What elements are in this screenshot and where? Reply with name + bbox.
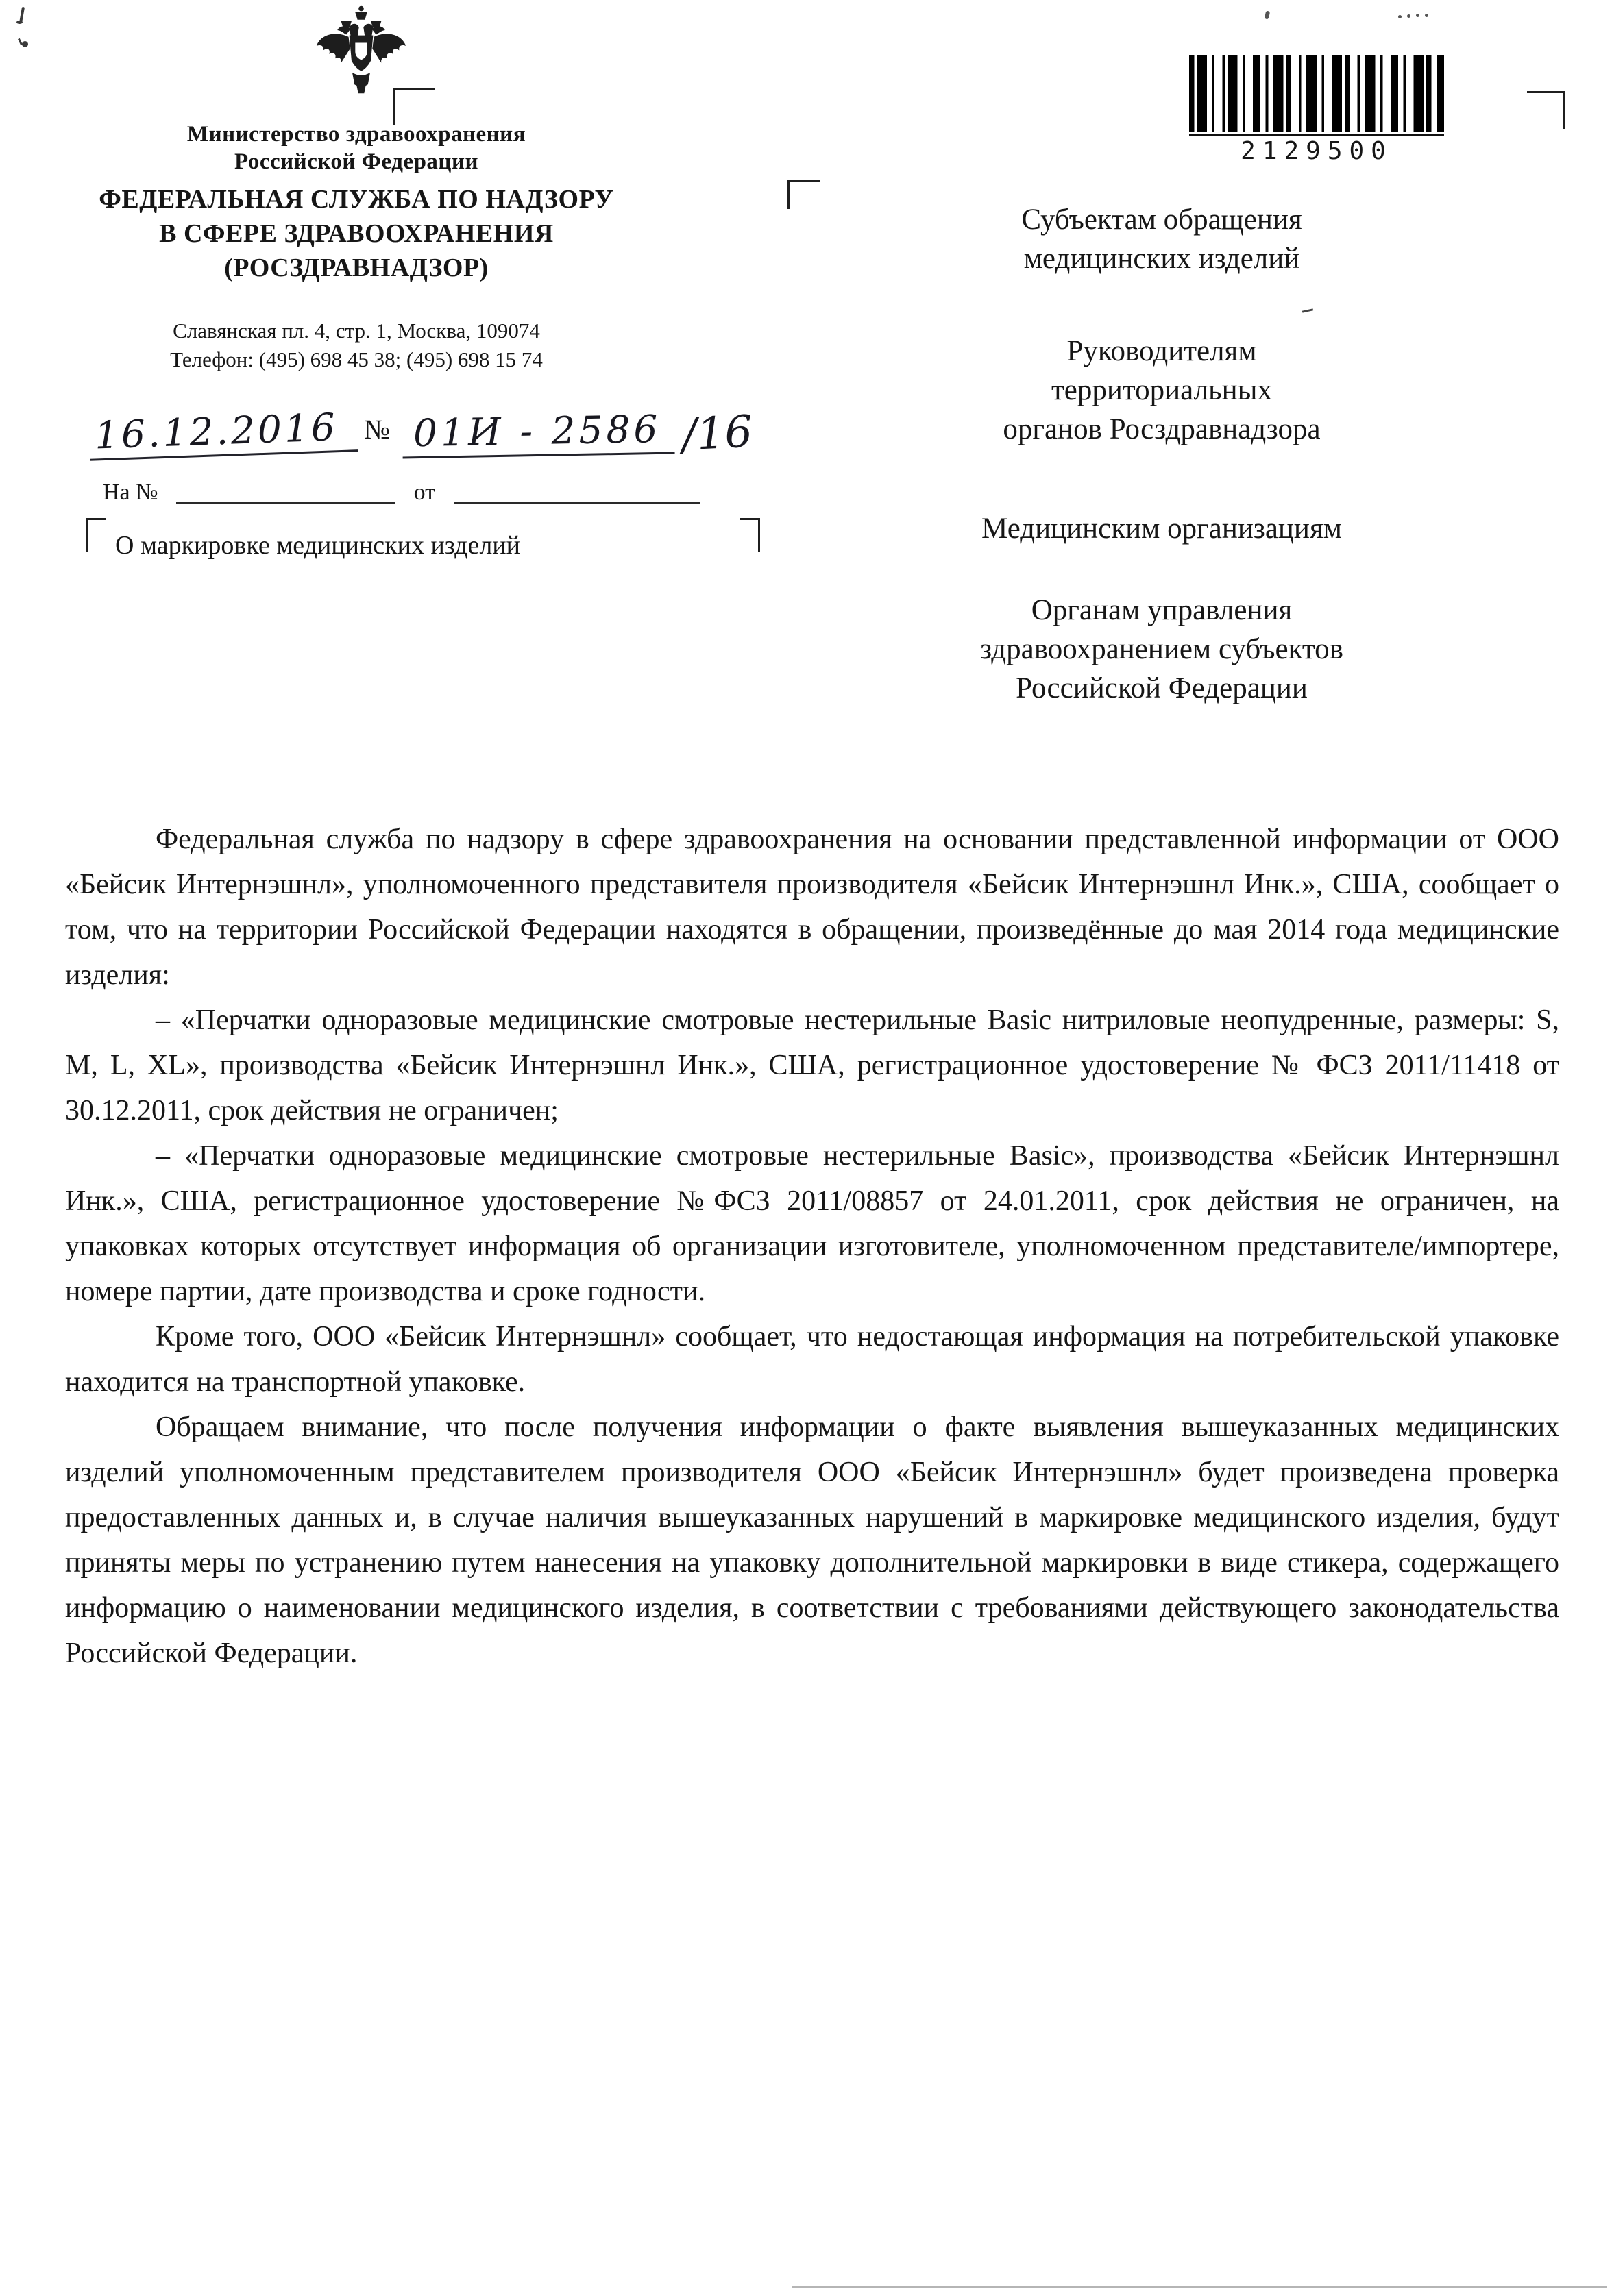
sender-ministry [65, 121, 648, 175]
body-paragraph: Обращаем внимание, что после получения информации о факте выявления вышеуказанных медицинских изделий уполномоченным представителем производителя ООО «Бейсик Интернэшнл» будет произведена проверка предоставленных данных и, в случае наличия вышеуказанных нарушений в маркировке медицинского изделия, будут приняты меры по устранению путем нанесения на упаковку дополнительной маркировки в виде стикера, содержащего информацию о наименовании медицинского изделия, в соответствии с требованиями действующего законодательства Российской Федерации. [65, 1411, 1559, 1669]
address-zone-corner-mark [1527, 91, 1565, 129]
number-sign: № [363, 414, 391, 445]
recipient-line: Субъектам обращения [1021, 203, 1302, 236]
sender-address-line: Славянская пл. 4, стр. 1, Москва, 109074 [173, 319, 540, 343]
recipient-line: Органам управления [1031, 594, 1293, 626]
handwritten-number-suffix: /16 [680, 406, 754, 461]
sender-service-name [51, 182, 661, 285]
scan-artifact [792, 2286, 1607, 2288]
recipient-line: Медицинским организациям [981, 513, 1342, 545]
registration-barcode [1189, 55, 1444, 165]
recipient-line: медицинских изделий [1023, 243, 1300, 275]
body-paragraph: Кроме того, ООО «Бейсик Интернэшнл» сообщает, что недостающая информация на потребительской упаковке находится на транспортной упаковке. [65, 1321, 1559, 1398]
handwritten-date: 16.12.2016 [88, 404, 358, 461]
reply-reference-line [103, 480, 700, 506]
letter-body [65, 817, 1559, 1676]
body-paragraph: – «Перчатки одноразовые медицинские смотровые нестерильные Basic», производства «Бейсик Интернэшнл Инк.», США, регистрационное удостоверение №ФСЗ 2011/08857 от 24.01.2011, срок действия не ограничен, на упаковках которых отсутствует информация об организации изготовителе, уполномоченном представителе/импортере, номере партии, дате производства и сроке годности. [65, 1140, 1559, 1307]
scan-artifact [16, 21, 23, 24]
recipient-line: Руководителям [1066, 335, 1257, 367]
service-line: В СФЕРЕ ЗДРАВООХРАНЕНИЯ [159, 219, 554, 248]
scan-artifact [1265, 11, 1270, 20]
subject-zone-corner-mark [86, 518, 106, 552]
body-paragraph: Федеральная служба по надзору в сфере здравоохранения на основании представленной информации от ООО «Бейсик Интернэшнл», уполномоченного представителя производителя «Бейсик Интернэшнл Инк.», США, сообщает о том, что на территории Российской Федерации находятся в обращении, произведённые до мая 2014 года медицинские изделия: [65, 824, 1559, 991]
reply-date-blank [454, 482, 700, 504]
recipient [867, 200, 1456, 278]
recipients-block [867, 200, 1456, 708]
recipient [867, 509, 1456, 548]
body-paragraph: – «Перчатки одноразовые медицинские смотровые нестерильные Basic нитриловые неопудренные, размеры: S, M, L, XL», производства «Бейсик Интернэшнл Инк.», США, регистрационное удостоверение № ФСЗ 2011/11418 от 30.12.2011, срок действия не ограничен; [65, 1004, 1559, 1126]
reply-from-label: от [413, 480, 436, 505]
recipient-line: органов Росздравнадзора [1003, 413, 1321, 445]
recipient-line: здравоохранением субъектов [980, 633, 1343, 665]
outgoing-reference-line [89, 405, 781, 461]
address-zone-corner-mark [787, 180, 820, 209]
barcode-number: 2129500 [1189, 134, 1444, 165]
scan-artifact [1398, 15, 1402, 18]
ministry-line: Российской Федерации [234, 149, 478, 174]
recipient-line: Российской Федерации [1016, 672, 1308, 704]
letter-subject: О маркировке медицинских изделий [115, 531, 520, 560]
service-line: ФЕДЕРАЛЬНАЯ СЛУЖБА ПО НАДЗОРУ [99, 185, 614, 214]
reply-label: На № [103, 480, 158, 505]
reply-number-blank [176, 482, 395, 504]
russia-coat-of-arms-icon [306, 4, 416, 108]
scan-artifact [22, 41, 28, 47]
ministry-line: Министерство здравоохранения [186, 122, 526, 147]
recipient-line: территориальных [1051, 374, 1273, 406]
handwritten-outgoing-number: 01И - 2586 [402, 407, 676, 459]
recipient [867, 591, 1456, 708]
recipient [867, 332, 1456, 449]
sender-phone-line: Телефон: (495) 698 45 38; (495) 698 15 74 [170, 347, 543, 371]
service-line: (РОСЗДРАВНАДЗОР) [224, 254, 489, 282]
subject-zone-corner-mark [740, 518, 760, 552]
sender-contact-block [65, 317, 648, 374]
barcode-icon [1189, 55, 1444, 132]
